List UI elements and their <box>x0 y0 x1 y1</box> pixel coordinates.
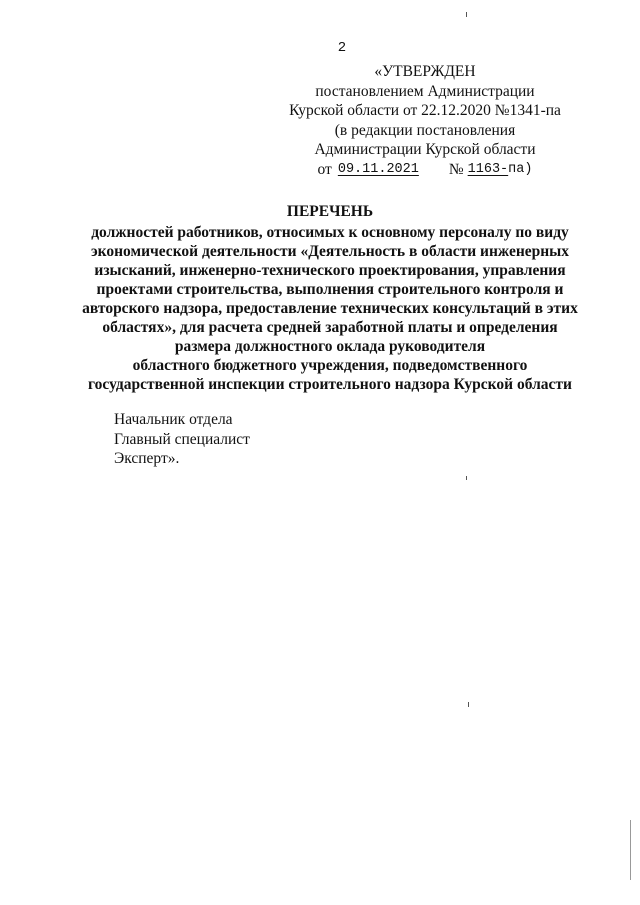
title-line: изысканий, инженерно-технического проектирования, управления <box>94 262 566 279</box>
approval-revision-line: (в редакции постановления <box>334 121 516 139</box>
approval-administration-line: Администрации Курской области <box>314 141 536 158</box>
scan-artifact <box>466 476 467 480</box>
scan-artifact <box>468 702 469 707</box>
position-item: Главный специалист <box>114 430 250 448</box>
position-item: Эксперт». <box>114 450 180 467</box>
revision-number-value: 1163- <box>467 161 509 177</box>
positions-list <box>114 410 250 469</box>
approval-decree-line: постановлением Администрации <box>315 82 535 100</box>
title-line: экономической деятельности «Деятельность в области инженерных <box>90 243 570 260</box>
revision-date-value: 09.11.2021 <box>337 161 419 177</box>
title-heading: ПЕРЕЧЕНЬ <box>286 203 374 220</box>
page-number: 2 <box>337 40 347 56</box>
approval-decree-date-line: Курской области от 22.12.2020 №1341-па <box>289 102 561 119</box>
title-line: должностей работников, относимых к основному персоналу по виду <box>91 224 569 241</box>
title-line: размера должностного оклада руководителя <box>174 338 486 355</box>
title-line: областного бюджетного учреждения, подведомственного <box>132 357 528 374</box>
number-label: № <box>448 160 464 178</box>
title-line: государственной инспекции строительного надзора Курской области <box>88 376 572 393</box>
position-item: Начальник отдела <box>114 411 233 428</box>
revision-number-suffix: па) <box>508 161 533 177</box>
approval-revision-order-line <box>280 160 570 180</box>
title-line: областях», для расчета средней заработной платы и определения <box>102 319 558 336</box>
approved-heading: «УТВЕРЖДЕН <box>374 63 476 80</box>
scan-artifact <box>630 820 631 880</box>
title-line: авторского надзора, предоставление технических консультаций в этих <box>82 300 578 317</box>
approval-stamp <box>280 62 570 179</box>
document-title <box>70 202 590 394</box>
title-line: проектами строительства, выполнения строительного контроля и <box>96 281 564 298</box>
from-label: от <box>317 160 332 178</box>
scan-artifact <box>466 12 467 17</box>
